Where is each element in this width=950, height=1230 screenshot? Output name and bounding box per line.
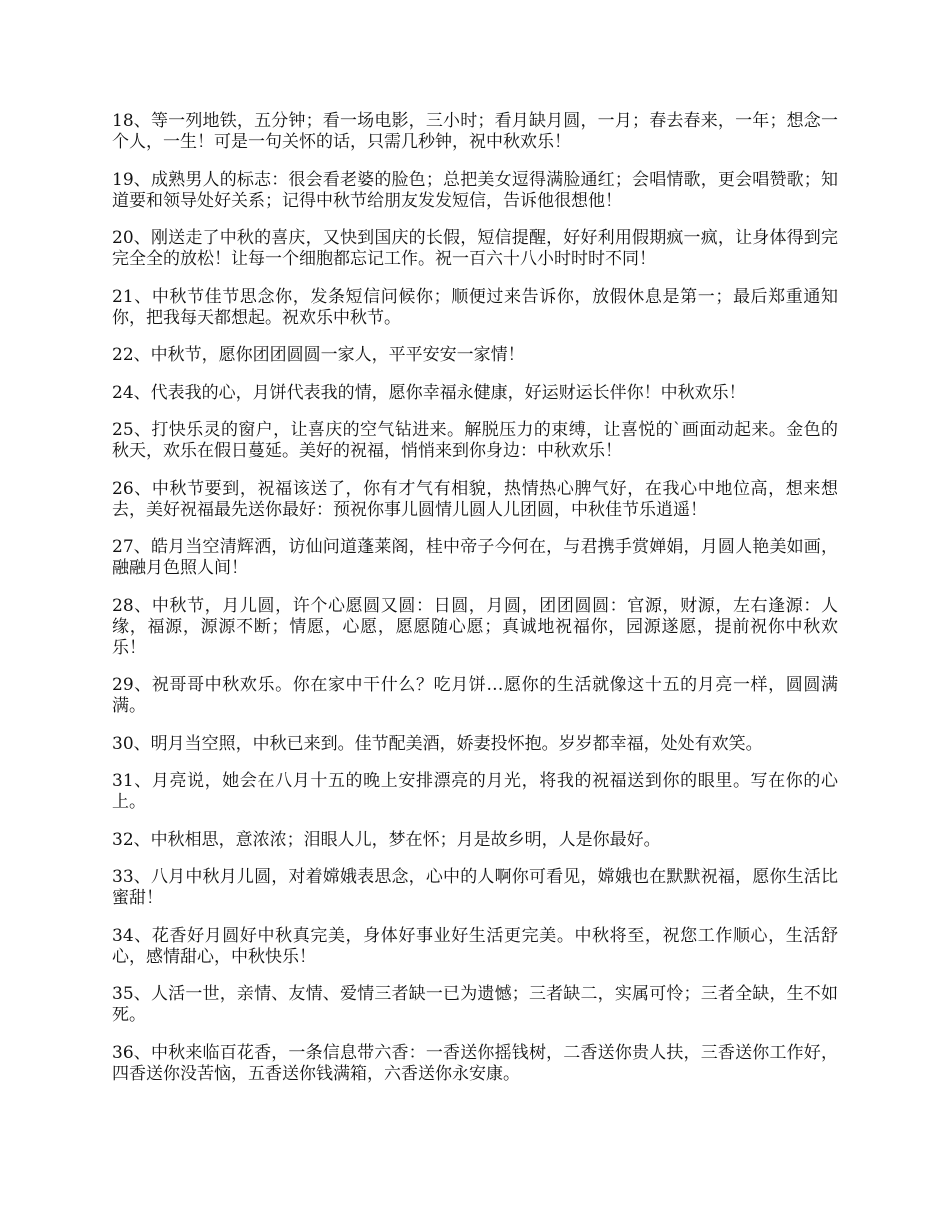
document-body bbox=[112, 111, 838, 1085]
paragraph-21: 21、中秋节佳节思念你，发条短信问候你；顺便过来告诉你，放假休息是第一；最后郑重通知你，把我每天都想起。祝欢乐中秋节。 bbox=[112, 286, 838, 328]
paragraph-36: 36、中秋来临百花香，一条信息带六香：一香送你摇钱树，二香送你贵人扶，三香送你工作好，四香送你没苦恼，五香送你钱满箱，六香送你永安康。 bbox=[112, 1042, 838, 1084]
paragraph-35: 35、人活一世，亲情、友情、爱情三者缺一已为遗憾；三者缺二，实属可怜；三者全缺，生不如死。 bbox=[112, 984, 838, 1025]
paragraph-20: 20、刚送走了中秋的喜庆，又快到国庆的长假，短信提醒，好好利用假期疯一疯，让身体得到完完全全的放松！让每一个细胞都忘记工作。祝一百六十八小时时时不同！ bbox=[112, 228, 838, 269]
paragraph-19: 19、成熟男人的标志：很会看老婆的脸色；总把美女逗得满脸通红；会唱情歌，更会唱赞歌；知道要和领导处好关系；记得中秋节给朋友发发短信，告诉他很想他！ bbox=[112, 169, 838, 211]
paragraph-22: 22、中秋节，愿你团团圆圆一家人，平平安安一家情！ bbox=[112, 345, 525, 365]
paragraph-27: 27、皓月当空清辉洒，访仙问道蓬莱阁，桂中帝子今何在，与君携手赏婵娟，月圆人艳美如画，融融月色照人间！ bbox=[112, 537, 838, 578]
paragraph-30: 30、明月当空照，中秋已来到。佳节配美酒，娇妻投怀抱。岁岁都幸福，处处有欢笑。 bbox=[112, 733, 763, 754]
paragraph-28: 28、中秋节，月儿圆，许个心愿圆又圆：日圆，月圆，团团圆圆：官源，财源，左右逢源：人缘，福源，源源不断；情愿，心愿，愿愿随心愿；真诚地祝福你，园源遂愿，提前祝你中秋欢乐！ bbox=[112, 595, 838, 658]
paragraph-18: 18、等一列地铁，五分钟；看一场电影，三小时；看月缺月圆，一月；春去春来，一年；想念一个人，一生！可是一句关怀的话，只需几秒钟，祝中秋欢乐！ bbox=[112, 111, 838, 152]
paragraph-31: 31、月亮说，她会在八月十五的晚上安排漂亮的月光，将我的祝福送到你的眼里。写在你的心上。 bbox=[112, 771, 838, 812]
paragraph-29: 29、祝哥哥中秋欢乐。你在家中干什么？吃月饼…愿你的生活就像这十五的月亮一样，圆圆满满。 bbox=[112, 675, 838, 716]
paragraph-33: 33、八月中秋月儿圆，对着嫦娥表思念，心中的人啊你可看见，嫦娥也在默默祝福，愿你生活比蜜甜！ bbox=[112, 867, 838, 908]
paragraph-32: 32、中秋相思，意浓浓；泪眼人儿，梦在怀；月是故乡明，人是你最好。 bbox=[112, 829, 661, 850]
paragraph-26: 26、中秋节要到，祝福该送了，你有才气有相貌，热情热心脾气好，在我心中地位高，想来想去，美好祝福最先送你最好：预祝你事儿圆情儿圆人儿团圆，中秋佳节乐逍遥！ bbox=[112, 478, 838, 520]
paragraph-25: 25、打快乐灵的窗户，让喜庆的空气钻进来。解脱压力的束缚，让喜悦的`画面动起来。金色的秋天，欢乐在假日蔓延。美好的祝福，悄悄来到你身边：中秋欢乐！ bbox=[112, 420, 838, 461]
paragraph-24: 24、代表我的心，月饼代表我的情，愿你幸福永健康，好运财运长伴你！中秋欢乐！ bbox=[112, 382, 746, 403]
paragraph-34: 34、花香好月圆好中秋真完美，身体好事业好生活更完美。中秋将至，祝您工作顺心，生活舒心，感情甜心，中秋快乐！ bbox=[112, 925, 838, 967]
